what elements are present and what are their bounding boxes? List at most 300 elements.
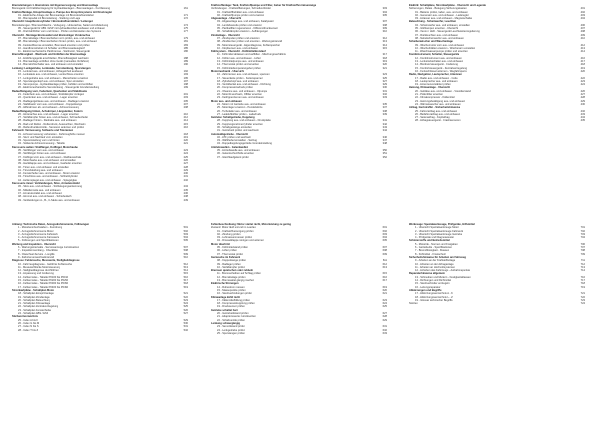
- toc-entry-page-number: 309: [382, 27, 387, 31]
- toc-entry-page-number: 314: [382, 43, 387, 47]
- toc-entry-title: 21 - Pollenfilter ersetzen: [415, 93, 443, 97]
- toc-entry-page-number: 508: [183, 249, 188, 253]
- toc-entry-title: 05 - Glühlampen ersetzen - Übersicht: [415, 27, 459, 31]
- toc-entry-title: Übersicht: Hauptbremszylinder / Bremskraftverstärker / Leitungen: [12, 20, 94, 24]
- toc-entry-title: 08 - Zündkerzen prüfen und ersetzen - Wartungsintervall: [217, 40, 282, 44]
- toc-entry-page-number: 409: [580, 33, 585, 37]
- toc-entry-title: 03 - Luftmassenmesser prüfen: [217, 236, 253, 240]
- toc-entry-page-number: 633: [382, 331, 387, 335]
- toc-entry-page-number: 407: [580, 27, 585, 31]
- toc-entry-title: 01 - Elektrische Anlage der Bremsanlage mit Bremskraftverstärker: [18, 13, 94, 17]
- toc-entry-page-number: 410: [580, 36, 585, 40]
- toc-entry-title: 05 - Kühlmittelstand prüfen: [217, 246, 248, 250]
- toc-entry-title: 19 - Antennenverstärker prüfen: [415, 83, 451, 87]
- toc-entry-title: 24 - Schaltplan ABS / ESP: [18, 312, 49, 316]
- toc-entry-page-number: 701: [580, 226, 585, 230]
- toc-entry-title: 06 - Lüfter prüfen: [217, 249, 237, 253]
- toc-entry-title: 23 - Radlagergehäuse aus- und einbauen - Radlager ersetzen: [18, 99, 90, 103]
- toc-entry-title: Sicherheitshinweise für Arbeiten am Fahrzeug: [409, 255, 466, 259]
- toc-entry-title: 09 - Radlager prüfen: [217, 262, 241, 266]
- toc-entry-title: 8 - Ölwechsel-Service - Longlife: [18, 252, 55, 256]
- toc-entry-title: 8 - Kühlmittel - Frostschutz: [415, 252, 446, 256]
- toc-entry-page-number: 402: [580, 10, 585, 14]
- toc-entry-page-number: 721: [580, 292, 585, 296]
- toc-entry-title: 37 - Kotflügel vorn aus- und einbauen - Radhausschale: [18, 155, 82, 159]
- toc-entry-page-number: 332: [382, 93, 387, 97]
- toc-entry-page-number: 177: [183, 30, 188, 34]
- toc-entry-title: Motor aus- und einbauen: [211, 99, 242, 103]
- toc-entry-title: 18 - Spurstangenkopf aus- und einbauen, Spur einstellen: [18, 79, 84, 83]
- toc-entry-title: 14 - Bordnetzsteuergerät - Codierung: [415, 63, 458, 67]
- toc-entry-title: 03 - Anlasser aus- und einbauen - Magnetschalter: [415, 17, 473, 21]
- toc-entry-title: Kombiinstrument, Schalter, Steuergeräte: [409, 53, 460, 57]
- toc-entry-page-number: 416: [580, 56, 585, 60]
- toc-entry-page-number: 330: [382, 86, 387, 90]
- toc-entry-title: 06 - Xenon / LED - Steuergerät Leuchtweitenregulierung: [415, 30, 480, 34]
- toc-entry-title: Radio, Navigation, Lautsprecher, Antennen: [409, 73, 462, 77]
- toc-entry-title: Reparaturhinweise allgemein: [409, 272, 445, 276]
- toc-entry-page-number: 607: [382, 246, 387, 250]
- toc-entry-page-number: 426: [580, 89, 585, 93]
- toc-entry-title: 22 - Schaltventile prüfen: [217, 318, 245, 322]
- toc-entry-title: 25 - Hilfsrahmen ab- und anbauen - Achsvermessung: [18, 106, 80, 110]
- toc-entry-title: 27 - Ladeluftkühler prüfen - Ladedruck: [217, 112, 261, 116]
- toc-entry-title: 20 - Kompressionsdruck prüfen: [217, 86, 254, 90]
- toc-entry-page-number: 214: [183, 119, 188, 123]
- toc-entry-page-number: 351: [382, 152, 387, 156]
- toc-entry-title: 48 - Himmel aus- und einbauen - Schiebedach: [18, 195, 72, 199]
- toc-entry-title: 21 - Adaptionswerte zurücksetzen: [217, 315, 256, 319]
- toc-entry-title: Motormechanik - Übersicht: [211, 69, 245, 73]
- toc-entry-page-number: 504: [183, 236, 188, 240]
- toc-entry-page-number: 186: [183, 50, 188, 54]
- toc-entry-title: 05 - Partikelfilter regenerieren - Differenzdrucksensor: [217, 27, 278, 31]
- toc-entry-page-number: 526: [183, 308, 188, 312]
- toc-entry-title: 23 - Heizungsbetätigung aus- und einbauen: [415, 99, 466, 103]
- toc-entry-page-number: 195: [183, 76, 188, 80]
- toc-entry-title: 02 - Bremspedal mit Bremsleitung - Stellung und Lage: [18, 17, 81, 21]
- toc-entry-page-number: 313: [382, 40, 387, 44]
- toc-entry-page-number: 704: [580, 236, 585, 240]
- toc-entry-page-number: 193: [183, 73, 188, 77]
- toc-entry-title: Zündanlage - Übersicht: [211, 33, 240, 37]
- toc-entry-title: 9 - Zahnriemenwechselintervall: [18, 255, 54, 259]
- toc-entry-page-number: 605: [382, 239, 387, 243]
- toc-entry-title: 44 - Außenspiegel aus- und einbauen - Spiegelglas: [18, 178, 77, 182]
- toc-entry: [12, 199, 188, 202]
- toc-entry-title: 35 - Stoßfänger vorn aus- und einbauen: [18, 149, 64, 153]
- toc-entry-title: 29 - Rad und Reifen - Reifendruck, Auswuchten, Wechseln: [18, 122, 86, 126]
- toc-entry-title: Motor überhitzt: [211, 242, 230, 246]
- toc-entry-title: 35 - Antriebswelle aus- und einbauen: [217, 149, 260, 153]
- toc-entry-title: 15 - Massepunkte prüfen: [217, 288, 246, 292]
- toc-entry-title: 16 - Lenksäule aus- und einbauen, Lenkschloss ersetzen: [18, 73, 84, 77]
- toc-entry-page-number: 401: [580, 7, 585, 11]
- toc-entry-title: 4 - Prüfgeräte und Diagnosetester: [415, 236, 455, 240]
- toc-entry-page-number: 620: [382, 288, 387, 292]
- toc-entry-page-number: 513: [183, 265, 188, 269]
- toc-entry-page-number: 352: [382, 155, 387, 159]
- toc-entry: [211, 156, 387, 159]
- toc-entry-page-number: 430: [580, 102, 585, 106]
- toc-entry-title: 11 - Waschwasserpumpe prüfen und ersetzen: [415, 50, 468, 54]
- toc-entry-title: 13 - Bremsanlage entlüften ohne Gerät (manuelles Verfahren): [18, 60, 90, 64]
- toc-entry-page-number: 627: [382, 312, 387, 316]
- toc-entry-title: 12 - Anheben des Fahrzeugs - Aufnahmepunkte: [415, 269, 471, 273]
- toc-entry-title: 47 - Armaturentafel aus- und einbauen: [18, 191, 63, 195]
- toc-entry-page-number: 319: [382, 60, 387, 64]
- toc-entry-title: 10 - Stoßdämpfer prüfen: [217, 265, 246, 269]
- toc-entry-title: 08 - Bremsbeläge / Bremsscheiben hinten prüfen, aus- und einbauen: [18, 40, 98, 44]
- toc-entry-title: 04 - Drosselklappe reinigen und anlernen: [217, 239, 265, 243]
- toc-entry-title: 15 - Komfortsteuergerät - Zentralverriegelung: [415, 66, 468, 70]
- toc-entry-page-number: 432: [580, 109, 585, 113]
- toc-entry-page-number: 175: [183, 27, 188, 31]
- toc-entry-page-number: 181: [183, 40, 188, 44]
- toc-entry-title: 17 - Lenkgetriebe aus- und einbauen - Manschetten ersetzen: [18, 76, 89, 80]
- toc-entry-page-number: 318: [382, 56, 387, 60]
- toc-entry-title: 02 - Generator aus- und einbauen - Laderegler: [415, 13, 469, 17]
- toc-entry-page-number: 321: [382, 66, 387, 70]
- toc-entry-page-number: 711: [580, 259, 585, 263]
- toc-entry-title: Diagnose: Fehlersuche, Messwerte, Stellglieddiagnose: [12, 259, 80, 263]
- toc-entry-page-number: 507: [183, 246, 188, 250]
- toc-entry-page-number: 327: [382, 79, 387, 83]
- toc-entry-page-number: 601: [382, 226, 387, 230]
- toc-entry-title: Karosserie innen: Verkleidungen, Sitze, Armaturentafel: [12, 182, 80, 186]
- toc-entry-title: 10 - Handbremshebel mit Schalter und Bremsseilausgleich: [18, 46, 86, 50]
- toc-entry-page-number: 521: [183, 292, 188, 296]
- toc-entry-title: 19 - Ventildeckel aus- und einbauen - Dichtung: [217, 83, 271, 87]
- toc-entry-title: 2 - Anzugsdrehmomente Motor: [18, 229, 54, 233]
- toc-entry-title: Kühlsystem - Übersicht - Kühlmittelkreislauf: [211, 50, 266, 54]
- toc-entry-title: 34 - Doppelkupplungsgetriebe Grundeinstellung: [217, 142, 272, 146]
- toc-entry-title: 22 - Schaltplan Zentralverriegelung: [18, 305, 59, 309]
- toc-entry-title: 34 - Sollwerte Achsvermessung - Tabelle: [18, 142, 65, 146]
- toc-entry-title: 41 - Türverkleidung aus- und einbauen: [18, 168, 63, 172]
- toc-entry-page-number: 632: [382, 328, 387, 332]
- toc-entry-page-number: 320: [382, 63, 387, 67]
- toc-entry-title: 08 - Nebelscheinwerfer aus- und einbauen: [415, 36, 464, 40]
- toc-entry-title: 32 - ATF prüfen und wechseln: [217, 135, 252, 139]
- toc-entry-page-number: 325: [382, 76, 387, 80]
- toc-entry-page-number: 347: [382, 139, 387, 143]
- toc-entry-title: 13 - Anpassung und Codierung: [18, 272, 54, 276]
- toc-entry-title: 11 - Elektromechanische Parkbremse - Stellmotor, Steuergerät: [18, 50, 90, 54]
- toc-page-bottom-middle: [211, 223, 387, 419]
- toc-entry-title: Scheibenwischer und Waschanlage: [409, 40, 453, 44]
- toc-entry-title: 12 - Kombiinstrument aus- und einbauen: [415, 56, 462, 60]
- toc-entry-title: 14 - Dichtungen und Dichtmittel: [415, 279, 452, 283]
- toc-entry-title: Notizen: [409, 302, 418, 306]
- toc-entry-title: 2 - Übersicht Spezialwerkzeuge Fahrwerk: [415, 229, 464, 233]
- toc-entry-title: 15 - Lenkrad aus- und einbauen, Airbageinheit ausbauen: [18, 69, 84, 73]
- toc-entry-title: 16 - Zahnriemen aus- und einbauen, spannen: [217, 73, 270, 77]
- toc-entry-title: 17 - Fehlercodes - Tabelle P0400 bis P0499: [18, 285, 69, 289]
- toc-entry-page-number: 190: [183, 63, 188, 67]
- toc-entry-page-number: 350: [382, 149, 387, 153]
- toc-entry-page-number: 718: [580, 282, 585, 286]
- toc-entry-page-number: 523: [183, 298, 188, 302]
- toc-entry-title: 46 - Mittelkonsole aus- und einbauen: [18, 188, 61, 192]
- toc-entry-page-number: 631: [382, 325, 387, 329]
- toc-entry-page-number: 509: [183, 252, 188, 256]
- toc-entry-page-number: 619: [382, 285, 387, 289]
- toc-entry-page-number: 315: [382, 46, 387, 50]
- toc-entry-page-number: 427: [580, 93, 585, 97]
- toc-entry-title: 30 - Schaltgestänge einstellen: [217, 125, 252, 129]
- toc-entry-title: 13 - Kühlmittelpumpe aus- und einbauen: [217, 60, 264, 64]
- toc-entry-title: Geräusche im Fahrwerk: [211, 255, 241, 259]
- toc-entry-page-number: 172: [183, 17, 188, 21]
- toc-entry-page-number: 236: [183, 191, 188, 195]
- toc-entry-title: 02 - Kraftstoffpumpe prüfen und ersetzen: [217, 13, 265, 17]
- toc-entry-page-number: 608: [382, 249, 387, 253]
- toc-entry-title: 07 - Rückleuchten aus- und einbauen: [415, 33, 459, 37]
- toc-entry-page-number: 709: [580, 252, 585, 256]
- toc-entry-page-number: 305: [382, 13, 387, 17]
- toc-entry-page-number: 502: [183, 229, 188, 233]
- toc-entry-page-number: 531: [183, 325, 188, 329]
- toc-entry-title: Heizung, Klimaanlage - Übersicht: [409, 86, 451, 90]
- toc-entry-title: Getriebe: Schaltgetriebe, Kupplung: [211, 116, 255, 120]
- toc-entry-page-number: 515: [183, 272, 188, 276]
- toc-entry-page-number: 235: [183, 188, 188, 192]
- toc-entry-title: Lenkung: Lenkgetriebe, Lenksäule, Servolenkung, Spurstangen: [12, 66, 91, 70]
- toc-entry-page-number: 201: [183, 93, 188, 97]
- toc-entry-page-number: 307: [382, 20, 387, 24]
- toc-entry-page-number: 219: [183, 135, 188, 139]
- toc-entry-title: 21 - Ölwanne aus- und einbauen - Ölpumpe: [217, 89, 268, 93]
- toc-entry-title: 32 - Sturz und Nachlauf vorn einstellen: [18, 135, 63, 139]
- toc-entry-title: 25 - Motorlager ersetzen - Pendelstütze: [217, 106, 263, 110]
- toc-entry-page-number: 723: [580, 298, 585, 302]
- toc-entry-title: 10 - Arbeiten an der Airbaganlage: [415, 262, 454, 266]
- toc-entry-page-number: 435: [580, 119, 585, 123]
- toc-entry-title: Bremsleitungen / Bremsschläuche - Verlegung - Hinterachse, Sattel und Abdeckung: [12, 23, 109, 27]
- toc-page-top-right: [409, 4, 585, 208]
- toc-entry-title: 27 - Seitenairbag - Kopfairbag: [415, 116, 450, 120]
- toc-entry-title: Kraftstoffanlage: Tank, Kraftstoffpumpe und Filter, Geber für Kraftstoffvorratsanzeige: [211, 4, 317, 7]
- toc-entry-page-number: 310: [382, 30, 387, 34]
- toc-entry-title: 42 - Fensterheber aus- und einbauen - Motor ersetzen: [18, 172, 81, 176]
- toc-entry-page-number: 603: [382, 232, 387, 236]
- toc-entry-title: Elektrische Störungen: [211, 282, 239, 286]
- toc-entry-page-number: 613: [382, 265, 387, 269]
- toc-entry-page-number: 422: [580, 76, 585, 80]
- toc-entry-title: Anhang: Technische Daten, Anzugsdrehmomente, Füllmengen: [12, 223, 90, 226]
- toc-entry-title: 10 - Fahrzeugdiagnose - Geführte Fehlersuche: [18, 262, 73, 266]
- toc-entry-title: 7 - Bremsflüssigkeit - Klassen: [415, 249, 450, 253]
- toc-entry-title: 22 - Motoröl wechseln, Ölfilter ersetzen: [217, 93, 262, 97]
- toc-entry-page-number: 238: [183, 195, 188, 199]
- toc-entry-title: 37 - Gleichlaufgelenk prüfen: [217, 155, 250, 159]
- toc-entry-page-number: 621: [382, 292, 387, 296]
- toc-entry-title: 33 - Wählhebel einstellen - Seilzug: [217, 139, 257, 143]
- toc-entry-title: 27 - Stoßdämpfer hinten aus- und einbauen, Schraubenfeder: [18, 116, 89, 120]
- toc-entry-title: 04 - Lambdasonde prüfen und ersetzen: [217, 23, 263, 27]
- toc-entry-page-number: 527: [183, 312, 188, 316]
- toc-entry-page-number: 348: [382, 142, 387, 146]
- toc-page-bottom-left: [12, 223, 188, 419]
- toc-entry-title: 08 - Koppelstange prüfen: [217, 259, 247, 263]
- toc-entry-title: 24 - Wärmetauscher aus- und einbauen: [415, 102, 461, 106]
- toc-entry-title: 25 - Index A bis F: [18, 318, 39, 322]
- toc-entry: [409, 119, 585, 122]
- toc-entry-page-number: 609: [382, 252, 387, 256]
- toc-entry-page-number: 183: [183, 43, 188, 47]
- toc-entry-title: Fehlerbeschreibung: Motor startet nicht, Motorleistung zu gering: [211, 223, 291, 226]
- toc-entry-title: 18 - Abkürzungsverzeichnis L - Z: [415, 295, 453, 299]
- toc-entry-page-number: 714: [580, 269, 585, 273]
- toc-entry-title: 24 - Motor mit Getriebe aus- und einbauen: [217, 102, 266, 106]
- toc-entry-title: Karosserie außen: Stoßfänger, Kotflügel, Motorhaube: [12, 145, 78, 149]
- toc-entry-page-number: 615: [382, 272, 387, 276]
- toc-entry-title: 27 - Index N bis S: [18, 325, 39, 329]
- toc-entry-page-number: 628: [382, 315, 387, 319]
- toc-entry-title: 36 - Gelenkschutzhülle ersetzen: [217, 152, 255, 156]
- toc-entry-title: 22 - Klimakompressor - Kältemittel: [415, 96, 455, 100]
- toc-entry-title: Abkürzungen und Begriffe: [409, 288, 442, 292]
- toc-entry-page-number: 329: [382, 83, 387, 87]
- toc-entry-title: 16 - Leitungsreparatur: [415, 285, 441, 289]
- toc-entry-page-number: 231: [183, 175, 188, 179]
- toc-entry-title: 14 - Thermostat prüfen und ersetzen: [217, 63, 260, 67]
- toc-entry-title: 01 - Kraftstoffversorgung prüfen: [217, 229, 254, 233]
- toc-entry-title: 17 - Kältemittelfüllung prüfen: [217, 298, 251, 302]
- toc-entry-title: 28 - Radlager hinten - Radnabe aus- und einbauen: [18, 119, 77, 123]
- toc-entry-title: 38 - Motorhaube aus- und einbauen und einstellen: [18, 158, 76, 162]
- toc-entry-title: Kraftstoffanlage, Einspritzanlage u. Pumpe des Einspritzsystems mit Druckregler: [12, 10, 113, 14]
- toc-entry-page-number: 418: [580, 63, 585, 67]
- toc-entry-page-number: 406: [580, 23, 585, 27]
- toc-entry-page-number: 218: [183, 132, 188, 136]
- toc-entry-page-number: 198: [183, 83, 188, 87]
- toc-entry-page-number: 712: [580, 262, 585, 266]
- toc-entry-page-number: 517: [183, 279, 188, 283]
- toc-entry-page-number: 505: [183, 239, 188, 243]
- toc-entry-page-number: 337: [382, 106, 387, 110]
- toc-entry-title: 26 - Index G bis M: [18, 321, 40, 325]
- toc-entry-title: 23 - Schaltplan Fensterheber: [18, 308, 52, 312]
- toc-entry-title: 13 - Bremssattel gängig machen: [217, 279, 255, 283]
- toc-entry-title: 11 - Messwertblöcke Motorsteuerung: [18, 265, 61, 269]
- toc-entry-title: 24 - Stabilisator vorn aus- und einbauen - Koppelstange: [18, 102, 83, 106]
- toc-entry-page-number: 171: [183, 13, 188, 17]
- toc-entry-title: 29 - Kupplungsnehmerzylinder ersetzen: [217, 122, 263, 126]
- toc-entry-title: 39 - Heckklappe aus- und einbauen, Gasfeder ersetzen: [18, 162, 82, 166]
- toc-entry-title: 19 - Servopumpe - Hydraulikanlage prüfen, befüllen und entlüften: [18, 83, 94, 87]
- toc-entry-title: 20 - Getriebeölstand prüfen: [217, 312, 249, 316]
- toc-entry-title: 15 - Fehlercodes - Tabelle P0200 bis P0299: [18, 279, 69, 283]
- toc-entry-page-number: 501: [183, 226, 188, 230]
- toc-entry-title: 19 - Glossar technischer Begriffe: [415, 298, 453, 302]
- toc-entry-page-number: 215: [183, 122, 188, 126]
- toc-entry-page-number: 308: [382, 23, 387, 27]
- toc-entry-title: 18 - Zylinderkopf aus- und einbauen: [217, 79, 259, 83]
- toc-entry-title: 05 - Steuergerät für ABS / ESP mit Hydraulikeinheit ausbauen und einbauen: [18, 27, 106, 31]
- toc-entry-page-number: 424: [580, 83, 585, 87]
- toc-entry-title: Bremsflüssigkeit - Wechseln und Entlüften der Bremsanlage: [12, 53, 87, 57]
- toc-entry-page-number: 722: [580, 295, 585, 299]
- toc-entry-page-number: 317: [382, 53, 387, 57]
- toc-entry-title: 18 - Kompressorkupplung prüfen: [217, 302, 255, 306]
- toc-entry-page-number: 229: [183, 168, 188, 172]
- toc-entry-page-number: 423: [580, 79, 585, 83]
- toc-entry-title: 16 - Fehlercodes - Tabelle P0300 bis P0399: [18, 282, 69, 286]
- toc-entry-page-number: 419: [580, 66, 585, 70]
- toc-entry-page-number: 303: [382, 7, 387, 11]
- toc-entry-page-number: 239: [183, 198, 188, 202]
- toc-entry-title: 31 - Achsvermessung vorbereiten - Fahrzeughöhe messen: [18, 132, 86, 136]
- toc-entry-page-number: 212: [183, 116, 188, 120]
- toc-entry-title: Antriebswellen - Gelenkwellen: [211, 145, 249, 149]
- toc-entry-title: 9 - Arbeiten an der Kraftstoffanlage: [415, 259, 456, 263]
- toc-entry-title: 17 - Abkürzungsverzeichnis A - K: [415, 292, 453, 296]
- toc-entry-page-number: 412: [580, 43, 585, 47]
- toc-entry-page-number: 706: [580, 242, 585, 246]
- toc-entry-title: 3 - Anzugsdrehmomente Fahrwerk: [18, 232, 58, 236]
- toc-entry-page-number: 503: [183, 232, 188, 236]
- toc-entry-title: 31 - Getriebeöl prüfen und wechseln: [217, 129, 259, 133]
- toc-entry-title: Werkzeuge: Spezialwerkzeuge, Prüfgeräte, Hilfsmittel: [409, 223, 475, 226]
- toc-entry-page-number: 408: [580, 30, 585, 34]
- toc-entry-page-number: 708: [580, 249, 585, 253]
- toc-entry-title: Bremsgerät mit Kraftübertragung für Hydraulikanlagen - Bremsanlagen - Kurzfassung: [12, 7, 111, 11]
- toc-entry-title: 13 - Lenkstockschalter aus- und einbauen: [415, 60, 464, 64]
- toc-entry-title: 14 - Ruhestrom messen: [217, 285, 245, 289]
- toc-entry-title: 02 - Zündung prüfen: [217, 232, 241, 236]
- toc-entry-title: 03 - Abgasanlage aus- und einbauen, Katalysator: [217, 20, 274, 24]
- toc-entry-title: Schmierstoffe und Betriebsmittel: [409, 239, 450, 243]
- toc-entry-title: 01 - Batterie prüfen, laden, aus- und einbauen: [415, 10, 468, 14]
- toc-entry-page-number: 223: [183, 149, 188, 153]
- toc-entry-title: 26 - Beifahrerairbag aus- und einbauen: [415, 112, 461, 116]
- toc-entry-title: 11 - Bremsscheiben auf Schlag prüfen: [217, 272, 261, 276]
- toc-page-top-left: [12, 4, 188, 208]
- toc-entry-title: 28 - Kupplung aus- und einbauen - Druckplatte: [217, 119, 271, 123]
- toc-entry-title: 11 - Kühlmittel ablassen und auffüllen - Mischungsverhältnis: [217, 53, 286, 57]
- toc-entry-page-number: 203: [183, 96, 188, 100]
- toc-entry-title: 12 - Bremsbeläge prüfen: [217, 275, 246, 279]
- toc-entry-page-number: 346: [382, 135, 387, 139]
- toc-entry-title: Airbag, Gurtstraffer - Sicherheitshinweise: [409, 106, 461, 110]
- toc-entry-title: 18 - Lautsprecher aus- und einbauen: [415, 79, 458, 83]
- toc-entry-page-number: 713: [580, 265, 585, 269]
- toc-entry-page-number: 339: [382, 112, 387, 116]
- toc-entry-title: Radaufhängung vorn, Federbein, Querlenker und Stabilisator: [12, 89, 88, 93]
- toc-entry-page-number: 403: [580, 13, 585, 17]
- toc-entry-page-number: 703: [580, 232, 585, 236]
- toc-entry-page-number: 230: [183, 172, 188, 176]
- toc-entry-page-number: 207: [183, 102, 188, 106]
- toc-entry-page-number: 428: [580, 96, 585, 100]
- toc-entry-title: 09 - Motorsteuergerät - Eigendiagnose, Fehlerspeicher: [217, 43, 281, 47]
- toc-entry-title: 6 - Wartungsintervalle - Serviceanzeige zurücksetzen: [18, 246, 80, 250]
- toc-entry-page-number: 612: [382, 262, 387, 266]
- toc-entry-page-number: 225: [183, 155, 188, 159]
- toc-entry-page-number: 602: [382, 229, 387, 233]
- toc-entry-page-number: 702: [580, 229, 585, 233]
- toc-entry-page-number: 707: [580, 246, 585, 250]
- toc-page-bottom-right: [409, 223, 585, 419]
- toc-entry-title: 26 - Turbolader aus- und einbauen: [217, 109, 257, 113]
- toc-entry-title: Klimaanlage kühlt nicht: [211, 295, 241, 299]
- toc-entry-page-number: 312: [382, 36, 387, 40]
- toc-entry-page-number: 519: [183, 285, 188, 289]
- toc-entry-page-number: 205: [183, 99, 188, 103]
- toc-entry-page-number: 343: [382, 125, 387, 129]
